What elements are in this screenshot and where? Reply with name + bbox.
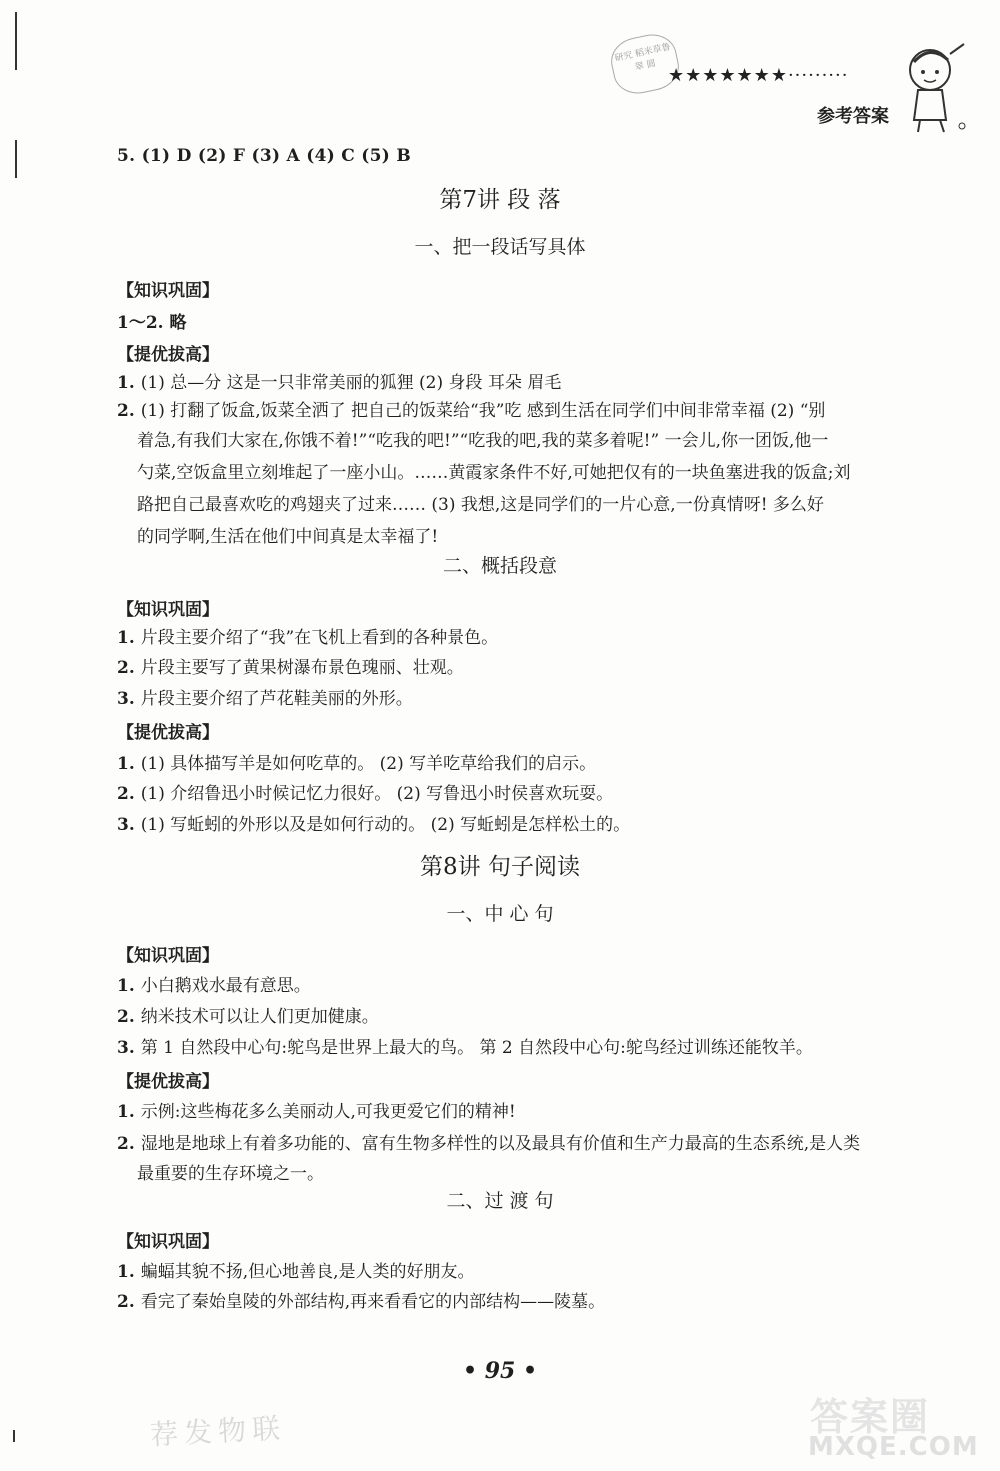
answer-item (117, 1292, 605, 1312)
answer-item (117, 1102, 516, 1122)
page-number: • 95 • (462, 1358, 538, 1384)
answer-text-continued: 勺菜,空饭盒里立刻堆起了一座小山。……黄霞家条件不好,可她把仅有的一块鱼塞进我的饭盒;刘 (137, 463, 851, 483)
lecture-7-section-1-title: 一、把一段话写具体 (414, 236, 586, 258)
answer-item (117, 1262, 475, 1282)
item-number: 3. (117, 1038, 135, 1058)
item-number: 1. (117, 754, 135, 774)
answer-text: 示例:这些梅花多么美丽动人,可我更爱它们的精神! (140, 1102, 516, 1122)
label-advanced: 【提优拔高】 (117, 1072, 219, 1092)
answer-q5: 5. (1) D (2) F (3) A (4) C (5) B (117, 146, 412, 166)
header-stars: ★★★★★★★········· (668, 65, 849, 86)
item-number: 2. (117, 1007, 135, 1027)
answer-item (117, 373, 561, 393)
binding-mark (13, 1430, 15, 1442)
answer-text: 小白鹅戏水最有意思。 (140, 976, 311, 996)
header-stamp: 研究 稻米草鲁翠 圆 (607, 30, 683, 98)
answer-text-continued: 路把自己最喜欢吃的鸡翅夹了过来…… (3) 我想,这是同学们的一片心意,一份真情呀! 多么好 (137, 495, 824, 515)
answer-text: 蝙蝠其貌不扬,但心地善良,是人类的好朋友。 (140, 1262, 475, 1282)
binding-mark (15, 140, 17, 178)
answer-text: 片段主要介绍了“我”在飞机上看到的各种景色。 (140, 628, 499, 648)
answer-text: 片段主要写了黄果树瀑布景色瑰丽、壮观。 (140, 658, 464, 678)
item-number: 3. (117, 815, 135, 835)
answer-item (117, 1134, 860, 1154)
answer-text: (1) 总—分 这是一只非常美丽的狐狸 (2) 身段 耳朵 眉毛 (140, 373, 562, 393)
lecture-8-title: 第8讲 句子阅读 (420, 854, 580, 880)
answer-item (117, 784, 613, 804)
item-number: 2. (117, 1292, 135, 1312)
item-number: 1. (117, 976, 135, 996)
answer-text-continued: 着急,有我们大家在,你饿不着!”“吃我的吧!”“吃我的吧,我的菜多着呢!” 一会儿,你一团饭,他一 (137, 431, 829, 451)
item-number: 2. (117, 784, 135, 804)
lecture-7-section-2-title: 二、概括段意 (442, 555, 557, 577)
answer-item (117, 1007, 379, 1027)
label-knowledge: 【知识巩固】 (117, 281, 219, 301)
answer-text: 片段主要介绍了芦花鞋美丽的外形。 (140, 689, 413, 709)
item-number: 1. (117, 373, 135, 393)
item-number: 3. (117, 689, 135, 709)
answer-item (117, 976, 311, 996)
label-knowledge: 【知识巩固】 (117, 600, 219, 620)
lecture-7-title: 第7讲 段 落 (439, 187, 561, 213)
answer-item (117, 401, 825, 421)
answer-text: (1) 写蚯蚓的外形以及是如何行动的。 (2) 写蚯蚓是怎样松土的。 (140, 815, 631, 835)
lecture-8-section-1-title: 一、中 心 句 (446, 903, 554, 925)
answer-item (117, 815, 630, 835)
header-title: 参考答案 (817, 106, 889, 127)
label-knowledge: 【知识巩固】 (117, 946, 219, 966)
answer-item (117, 658, 464, 678)
item-number: 2. (117, 401, 135, 421)
answer-text-continued: 的同学啊,生活在他们中间真是太幸福了! (137, 527, 439, 547)
label-knowledge: 【知识巩固】 (117, 1232, 219, 1252)
faint-watermark-text: 荐发物联 (149, 1411, 287, 1452)
item-number: 1. (117, 628, 135, 648)
answer-text: 湿地是地球上有着多功能的、富有生物多样性的以及最具有价值和生产力最高的生态系统,是人类 (140, 1134, 861, 1154)
answer-text: (1) 介绍鲁迅小时候记忆力很好。 (2) 写鲁迅小时侯喜欢玩耍。 (140, 784, 614, 804)
watermark-logo: 答案圈 (810, 1395, 931, 1439)
answer-text: 第 1 自然段中心句:鸵鸟是世界上最大的鸟。 第 2 自然段中心句:鸵鸟经过训练还能牧羊。 (140, 1038, 813, 1058)
answer-item (117, 689, 413, 709)
watermark-url: MXQE.COM (808, 1432, 979, 1462)
answer-text: 看完了秦始皇陵的外部结构,再来看看它的内部结构——陵墓。 (140, 1292, 606, 1312)
cartoon-girl-illustration (900, 40, 972, 136)
item-number: 2. (117, 1134, 135, 1154)
answer-text: (1) 打翻了饭盒,饭菜全洒了 把自己的饭菜给“我”吃 感到生活在同学们中间非常幸福 (2) “别 (140, 401, 826, 421)
answer-text: (1) 具体描写羊是如何吃草的。 (2) 写羊吃草给我们的启示。 (140, 754, 597, 774)
answer-item (117, 628, 498, 648)
binding-mark (15, 12, 17, 70)
answer-text-continued: 最重要的生存环境之一。 (137, 1164, 324, 1184)
item-number: 1. (117, 1262, 135, 1282)
label-advanced: 【提优拔高】 (117, 723, 219, 743)
answer-item: 1～2. 略 (117, 313, 187, 333)
answer-item (117, 754, 596, 774)
answer-item (117, 1038, 813, 1058)
answer-text: 纳米技术可以让人们更加健康。 (140, 1007, 379, 1027)
lecture-8-section-2-title: 二、过 渡 句 (446, 1190, 554, 1212)
item-number: 1. (117, 1102, 135, 1122)
label-advanced: 【提优拔高】 (117, 345, 219, 365)
item-number: 2. (117, 658, 135, 678)
